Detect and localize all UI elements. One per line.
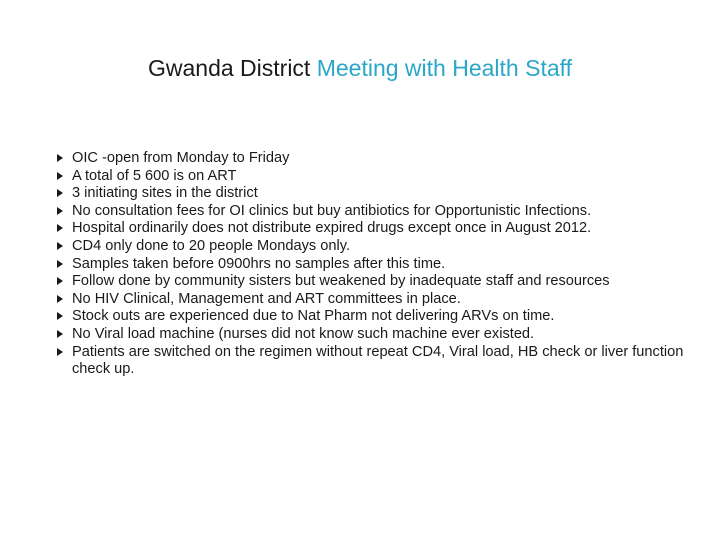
bullet-text: No Viral load machine (nurses did not know such machine ever existed. <box>72 325 535 342</box>
bullet-arrow-icon <box>57 277 63 285</box>
bullet-text: Stock outs are experienced due to Nat Pharm not delivering ARVs on time. <box>72 308 555 325</box>
bullet-text: Samples taken before 0900hrs no samples after this time. <box>72 255 446 272</box>
list-item <box>0 185 720 202</box>
bullet-arrow-icon <box>57 154 63 162</box>
bullet-text: 3 initiating sites in the district <box>72 185 258 202</box>
bullet-arrow-icon <box>57 330 63 338</box>
bullet-text: Hospital ordinarily does not distribute expired drugs except once in August 2012. <box>72 220 592 237</box>
list-item <box>0 168 720 185</box>
bullet-arrow-icon <box>57 312 63 320</box>
list-item <box>0 238 720 255</box>
bullet-arrow-icon <box>57 295 63 303</box>
bullet-text: CD4 only done to 20 people Mondays only. <box>72 237 351 254</box>
list-item <box>0 326 720 343</box>
bullet-arrow-icon <box>57 172 63 180</box>
bullet-arrow-icon <box>57 189 63 197</box>
bullet-text: No HIV Clinical, Management and ART committees in place. <box>72 290 461 307</box>
bullet-list <box>0 150 720 378</box>
bullet-arrow-icon <box>57 207 63 215</box>
bullet-arrow-icon <box>57 260 63 268</box>
bullet-text: A total of 5 600 is on ART <box>72 167 237 184</box>
bullet-text: Follow done by community sisters but weakened by inadequate staff and resources <box>72 273 610 290</box>
list-item <box>0 308 720 325</box>
bullet-arrow-icon <box>57 224 63 232</box>
list-item <box>0 291 720 308</box>
title-main: Gwanda District <box>148 55 317 81</box>
title-accent: Meeting with Health Staff <box>316 55 572 81</box>
bullet-text: OIC -open from Monday to Friday <box>72 150 290 166</box>
slide-title <box>0 51 720 85</box>
bullet-text: Patients are switched on the regimen without repeat CD4, Viral load, HB check or liver function check up. <box>72 343 684 377</box>
bullet-arrow-icon <box>57 348 63 356</box>
list-item <box>0 203 720 220</box>
bullet-arrow-icon <box>57 242 63 250</box>
list-item <box>0 344 720 378</box>
list-item <box>0 256 720 273</box>
list-item <box>0 273 720 290</box>
bullet-text: No consultation fees for OI clinics but buy antibiotics for Opportunistic Infections. <box>72 202 592 219</box>
list-item <box>0 220 720 237</box>
list-item <box>0 150 720 167</box>
